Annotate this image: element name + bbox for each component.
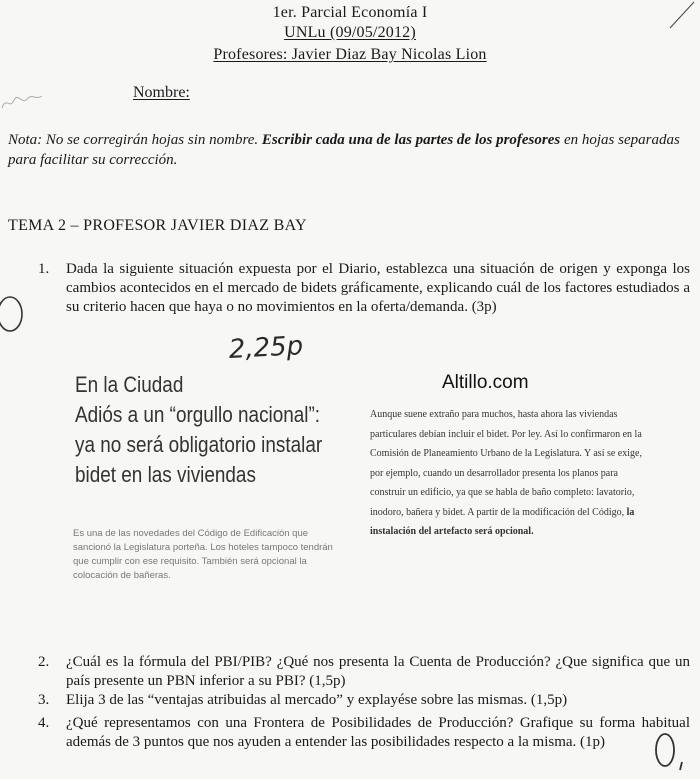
watermark-text: Altillo.com — [442, 372, 529, 393]
clipping-headline-line: bidet en las viviendas — [75, 462, 256, 487]
pencil-stroke — [660, 0, 700, 30]
question-text: Dada la siguiente situación expuesta por el Diario, establezca una situación de origen y exponga los cambios acontecidos en el mercado de bidets gráficamente, explicando cuál de los factores estudiados a su criterio hacen que haya o no movimientos en la oferta/demanda. (3p) — [66, 261, 690, 315]
handwritten-zero-mark-q1 — [0, 290, 30, 340]
clipping-headline — [75, 370, 359, 490]
tema-heading: TEMA 2 – PROFESOR JAVIER DIAZ BAY — [8, 217, 307, 234]
nombre-label: Nombre: — [133, 84, 190, 101]
clipping-body: Aunque suene extraño para muchos, hasta ahora las viviendas particulares debían incluir el bidet. Por ley. Así lo confirmaron en la Comisión de Planeamiento Urbano de la Legislatura. Y así se exige, por ejemplo, cuando un desarrollador presenta los planos para construir un edificio, ya que se habla de baño completo: lavatorio, inodoro, bañera y bidet. A partir de la modificación del Código, la instalación del artefacto será opcional. — [370, 409, 642, 537]
clipping-headline-line: ya no será obligatorio instalar — [75, 432, 323, 457]
exam-title: 1er. Parcial Economía I — [272, 4, 428, 21]
question-4 — [38, 714, 693, 752]
exam-professors: Profesores: Javier Diaz Bay Nicolas Lion — [213, 46, 487, 63]
exam-university-date: UNLu (09/05/2012) — [284, 24, 416, 41]
question-number: 1. — [38, 261, 50, 277]
question-text: ¿Cuál es la fórmula del PBI/PIB? ¿Qué nos presenta la Cuenta de Producción? ¿Que significa que un país presente un PBN inferior a su PBI? (1,5p) — [66, 654, 690, 689]
clipping-headline-line: Adiós a un “orgullo nacional”: — [75, 402, 321, 427]
nota-paragraph: Nota: No se corregirán hojas sin nombre. Escribir cada una de las partes de los profesores en hojas separadas para facilitar su corrección. — [8, 132, 680, 168]
handwritten-zero-mark-q4 — [650, 730, 700, 775]
clipping-subhead: Es una de las novedades del Código de Edificación que sancionó la Legislatura porteña. Los hoteles tampoco tendrán que cumplir con ese requisito. También será opcional la colocación de bañeras. — [73, 528, 333, 581]
question-text: Elija 3 de las “ventajas atribuidas al mercado” y explayése sobre las mismas. (1,5p) — [66, 692, 568, 708]
handwritten-score: 2,25p — [228, 331, 304, 365]
question-text: ¿Qué representamos con una Frontera de Posibilidades de Producción? Grafique su forma habitual además de 3 puntos que nos ayuden a entender las posibilidades respecto a la misma. (1p) — [66, 715, 690, 750]
pencil-scribble — [0, 88, 45, 113]
question-1 — [38, 260, 693, 317]
question-2 — [38, 653, 693, 691]
question-number: 4. — [38, 715, 50, 731]
question-3 — [38, 691, 693, 710]
question-number: 2. — [38, 654, 50, 670]
question-number: 3. — [38, 692, 50, 708]
clipping-section: En la Ciudad — [75, 372, 184, 397]
